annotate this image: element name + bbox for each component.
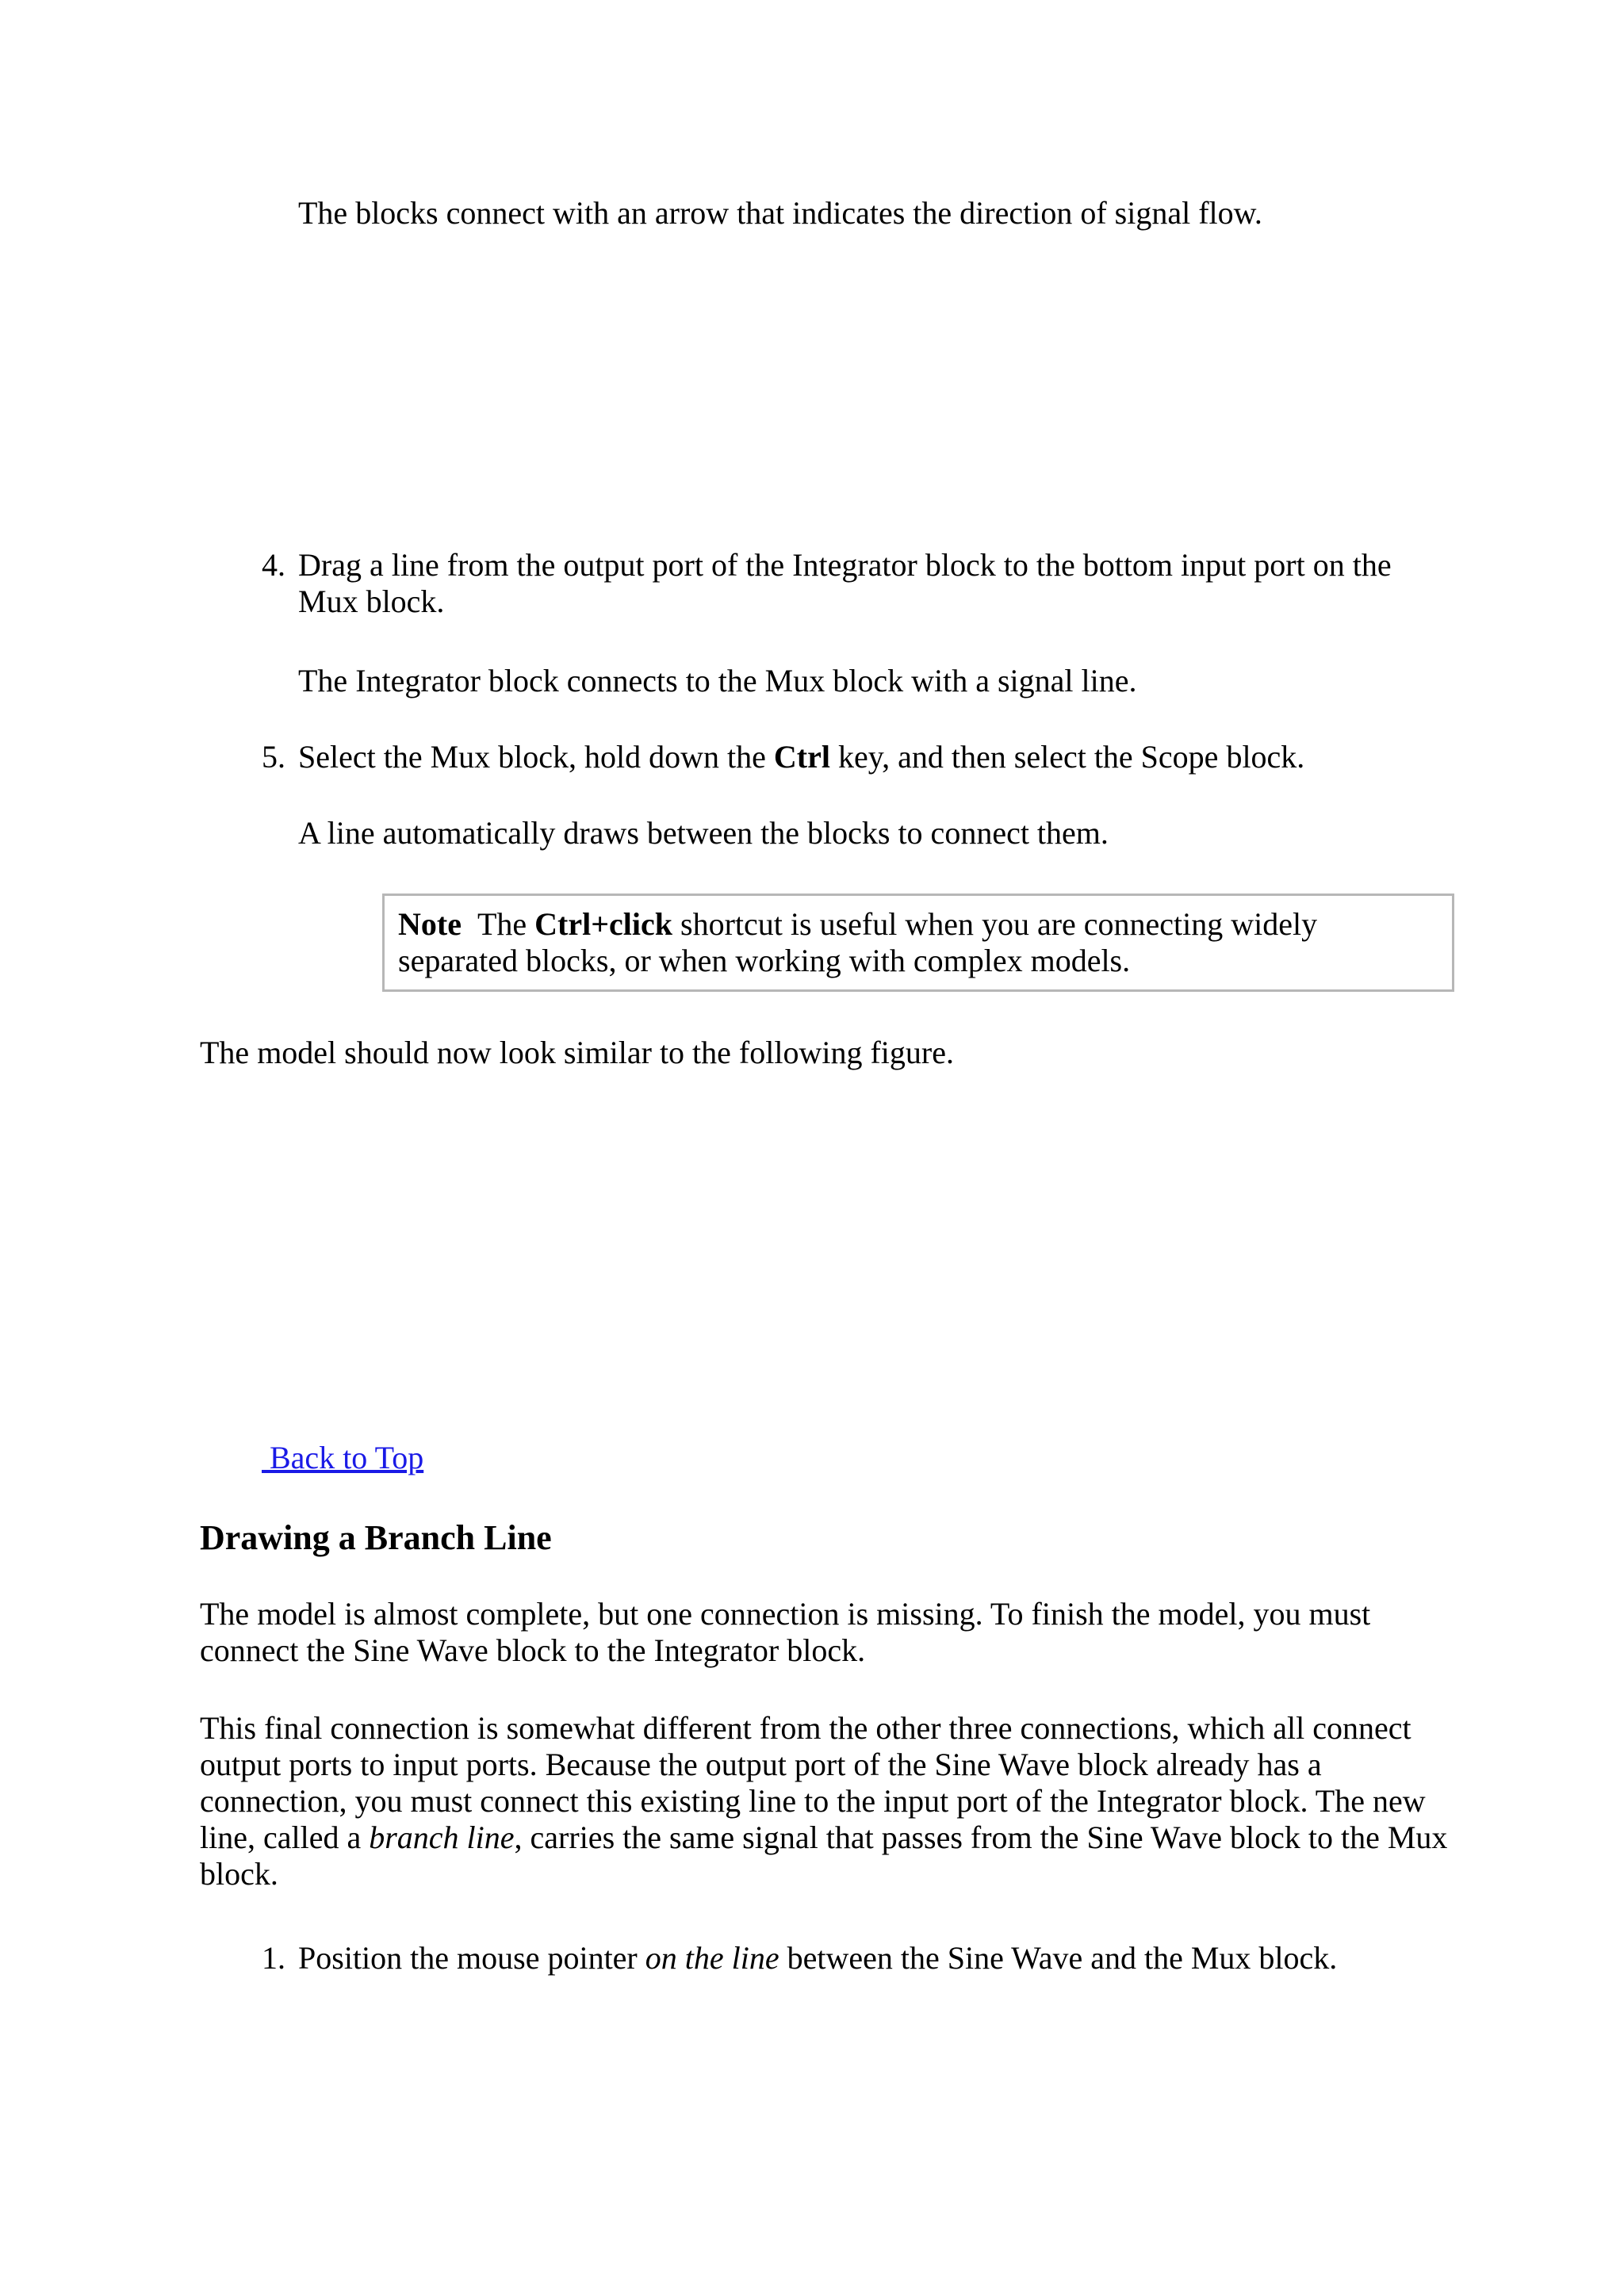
note-box: [382, 894, 1454, 992]
step-5-number: 5.: [262, 739, 285, 775]
para2-term-branch-line: branch line: [369, 1820, 515, 1855]
note-text-before: The: [477, 906, 535, 942]
step-5-result: A line automatically draws between the blocks to connect them.: [298, 815, 1109, 851]
top-caption: The blocks connect with an arrow that indicates the direction of signal flow.: [298, 195, 1262, 231]
section-heading: Drawing a Branch Line: [200, 1518, 552, 1557]
note-shortcut: Ctrl+click: [534, 906, 673, 942]
para2-text-before: This final connection is somewhat different from the other three connections, which all connect output ports to input ports. Because the output port of the Sine Wave block already has a connection, you must connect this existing line to the input port of the Integrator block. The new line, called a: [200, 1710, 1426, 1855]
step-5-text-after: key, and then select the Scope block.: [829, 739, 1305, 775]
section-paragraph-1: The model is almost complete, but one connection is missing. To finish the model, you must connect the Sine Wave block to the Integrator block.: [200, 1596, 1371, 1668]
step-1-text-italic: on the line: [645, 1940, 779, 1976]
step-5-key-ctrl: Ctrl: [773, 739, 830, 775]
step-1-text-before: Position the mouse pointer: [298, 1940, 645, 1976]
section-paragraph-2: [200, 1710, 1461, 1892]
step-5-text: [298, 739, 1448, 775]
step-4-result: The Integrator block connects to the Mux block with a signal line.: [298, 663, 1137, 698]
step-1-text-after: between the Sine Wave and the Mux block.: [779, 1940, 1338, 1976]
step-5-text-before: Select the Mux block, hold down the: [298, 739, 774, 775]
note-label: Note: [398, 906, 462, 942]
model-caption: The model should now look similar to the following figure.: [200, 1035, 954, 1070]
step-1-text: [298, 1940, 1448, 1976]
para2-text-after: , carries the same signal that passes from the Sine Wave block to the Mux block.: [200, 1820, 1448, 1892]
back-to-top-container: [262, 1440, 423, 1476]
step-4-text: Drag a line from the output port of the Integrator block to the bottom input port on the Mux block.: [298, 547, 1392, 619]
step-1-number: 1.: [262, 1940, 285, 1976]
note-text-after: shortcut is useful when you are connecting widely separated blocks, or when working with complex models.: [398, 906, 1318, 978]
back-to-top-link[interactable]: Back to Top: [262, 1440, 424, 1475]
step-4-number: 4.: [262, 547, 285, 583]
